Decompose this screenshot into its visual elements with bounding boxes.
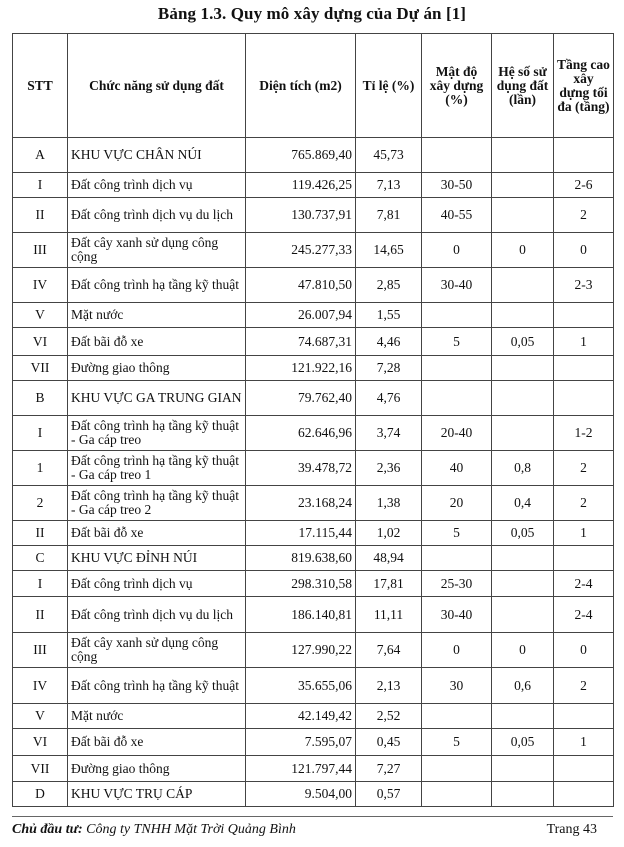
table-row xyxy=(13,303,614,328)
cell-max-floors: 2-4 xyxy=(554,597,614,633)
cell-ratio: 4,76 xyxy=(356,381,422,416)
cell-max-floors xyxy=(554,782,614,807)
cell-stt: VII xyxy=(13,756,68,782)
table-row xyxy=(13,521,614,546)
cell-density xyxy=(422,782,492,807)
cell-area: 298.310,58 xyxy=(246,571,356,597)
header-coefficient: Hệ số sử dụng đất (lần) xyxy=(492,34,554,138)
cell-area: 79.762,40 xyxy=(246,381,356,416)
cell-density xyxy=(422,704,492,729)
table-row xyxy=(13,173,614,198)
cell-area: 121.922,16 xyxy=(246,356,356,381)
cell-max-floors: 2-4 xyxy=(554,571,614,597)
cell-land-use: Đường giao thông xyxy=(68,756,246,782)
cell-coefficient xyxy=(492,782,554,807)
cell-land-use: Đất công trình dịch vụ xyxy=(68,571,246,597)
page-footer xyxy=(12,816,613,838)
cell-stt: II xyxy=(13,521,68,546)
cell-density xyxy=(422,303,492,328)
footer-owner-label: Chủ đầu tư: xyxy=(12,822,83,837)
cell-stt: I xyxy=(13,416,68,451)
cell-area: 7.595,07 xyxy=(246,729,356,756)
cell-area: 74.687,31 xyxy=(246,328,356,356)
cell-max-floors xyxy=(554,303,614,328)
cell-land-use: Đất công trình hạ tầng kỹ thuật xyxy=(68,268,246,303)
cell-land-use: Đất công trình hạ tầng kỹ thuật - Ga cáp treo 1 xyxy=(68,451,246,486)
cell-ratio: 7,27 xyxy=(356,756,422,782)
cell-land-use: Đất công trình hạ tầng kỹ thuật - Ga cáp treo 2 xyxy=(68,486,246,521)
cell-area: 42.149,42 xyxy=(246,704,356,729)
table-row xyxy=(13,546,614,571)
cell-density xyxy=(422,546,492,571)
cell-density: 30-40 xyxy=(422,597,492,633)
table-row xyxy=(13,451,614,486)
project-scale-table xyxy=(12,33,614,807)
cell-max-floors xyxy=(554,546,614,571)
cell-land-use: Đất bãi đỗ xe xyxy=(68,729,246,756)
cell-coefficient: 0 xyxy=(492,633,554,668)
table-row xyxy=(13,138,614,173)
cell-coefficient xyxy=(492,416,554,451)
table-row xyxy=(13,233,614,268)
table-row xyxy=(13,328,614,356)
cell-density: 5 xyxy=(422,328,492,356)
table-row xyxy=(13,416,614,451)
cell-coefficient: 0,6 xyxy=(492,668,554,704)
cell-coefficient xyxy=(492,173,554,198)
cell-stt: I xyxy=(13,173,68,198)
cell-density xyxy=(422,381,492,416)
cell-land-use: KHU VỰC TRỤ CÁP xyxy=(68,782,246,807)
cell-ratio: 17,81 xyxy=(356,571,422,597)
cell-max-floors: 2 xyxy=(554,198,614,233)
cell-coefficient xyxy=(492,303,554,328)
cell-max-floors: 2 xyxy=(554,668,614,704)
cell-coefficient xyxy=(492,756,554,782)
cell-land-use: KHU VỰC GA TRUNG GIAN xyxy=(68,381,246,416)
cell-stt: II xyxy=(13,597,68,633)
table-row xyxy=(13,668,614,704)
cell-ratio: 7,28 xyxy=(356,356,422,381)
cell-area: 62.646,96 xyxy=(246,416,356,451)
cell-ratio: 2,85 xyxy=(356,268,422,303)
cell-coefficient: 0,8 xyxy=(492,451,554,486)
cell-ratio: 45,73 xyxy=(356,138,422,173)
cell-stt: A xyxy=(13,138,68,173)
cell-density: 5 xyxy=(422,729,492,756)
cell-land-use: KHU VỰC CHÂN NÚI xyxy=(68,138,246,173)
header-ratio: Tỉ lệ (%) xyxy=(356,34,422,138)
cell-ratio: 0,57 xyxy=(356,782,422,807)
cell-ratio: 1,02 xyxy=(356,521,422,546)
cell-ratio: 3,74 xyxy=(356,416,422,451)
cell-land-use: Mặt nước xyxy=(68,704,246,729)
cell-land-use: Đất cây xanh sử dụng công cộng xyxy=(68,233,246,268)
header-land-use: Chức năng sử dụng đất xyxy=(68,34,246,138)
cell-ratio: 0,45 xyxy=(356,729,422,756)
cell-area: 127.990,22 xyxy=(246,633,356,668)
table-header-row xyxy=(13,34,614,138)
cell-coefficient xyxy=(492,597,554,633)
table-row xyxy=(13,729,614,756)
cell-coefficient xyxy=(492,268,554,303)
cell-max-floors: 2 xyxy=(554,486,614,521)
cell-land-use: Đất công trình dịch vụ xyxy=(68,173,246,198)
cell-stt: IV xyxy=(13,268,68,303)
cell-ratio: 1,55 xyxy=(356,303,422,328)
cell-coefficient xyxy=(492,381,554,416)
cell-stt: III xyxy=(13,233,68,268)
cell-area: 765.869,40 xyxy=(246,138,356,173)
cell-land-use: Mặt nước xyxy=(68,303,246,328)
cell-coefficient xyxy=(492,138,554,173)
cell-ratio: 1,38 xyxy=(356,486,422,521)
cell-area: 121.797,44 xyxy=(246,756,356,782)
cell-land-use: KHU VỰC ĐỈNH NÚI xyxy=(68,546,246,571)
cell-area: 47.810,50 xyxy=(246,268,356,303)
cell-density: 0 xyxy=(422,233,492,268)
cell-ratio: 7,64 xyxy=(356,633,422,668)
cell-stt: IV xyxy=(13,668,68,704)
cell-density xyxy=(422,756,492,782)
header-area: Diện tích (m2) xyxy=(246,34,356,138)
cell-area: 23.168,24 xyxy=(246,486,356,521)
table-row xyxy=(13,198,614,233)
cell-area: 39.478,72 xyxy=(246,451,356,486)
cell-max-floors: 1-2 xyxy=(554,416,614,451)
cell-area: 26.007,94 xyxy=(246,303,356,328)
cell-max-floors: 1 xyxy=(554,328,614,356)
cell-ratio: 2,52 xyxy=(356,704,422,729)
table-row xyxy=(13,633,614,668)
cell-density: 30-40 xyxy=(422,268,492,303)
cell-stt: C xyxy=(13,546,68,571)
cell-density xyxy=(422,138,492,173)
table-row xyxy=(13,597,614,633)
cell-density: 5 xyxy=(422,521,492,546)
cell-ratio: 4,46 xyxy=(356,328,422,356)
header-stt: STT xyxy=(13,34,68,138)
table-row xyxy=(13,782,614,807)
cell-land-use: Đất bãi đỗ xe xyxy=(68,521,246,546)
table-row xyxy=(13,268,614,303)
table-title: Bảng 1.3. Quy mô xây dựng của Dự án [1] xyxy=(157,4,467,23)
cell-max-floors xyxy=(554,704,614,729)
cell-max-floors: 2 xyxy=(554,451,614,486)
table-body xyxy=(13,138,614,807)
header-density: Mật độ xây dựng (%) xyxy=(422,34,492,138)
cell-density: 0 xyxy=(422,633,492,668)
cell-max-floors xyxy=(554,138,614,173)
cell-area: 119.426,25 xyxy=(246,173,356,198)
cell-density: 30-50 xyxy=(422,173,492,198)
cell-area: 245.277,33 xyxy=(246,233,356,268)
cell-density: 40-55 xyxy=(422,198,492,233)
cell-ratio: 2,36 xyxy=(356,451,422,486)
cell-stt: V xyxy=(13,303,68,328)
cell-land-use: Đất công trình dịch vụ du lịch xyxy=(68,597,246,633)
cell-ratio: 7,13 xyxy=(356,173,422,198)
cell-stt: VI xyxy=(13,729,68,756)
cell-coefficient: 0,05 xyxy=(492,521,554,546)
cell-coefficient: 0 xyxy=(492,233,554,268)
cell-coefficient: 0,4 xyxy=(492,486,554,521)
footer-page-number: Trang 43 xyxy=(546,822,597,837)
cell-max-floors xyxy=(554,756,614,782)
cell-max-floors: 2-3 xyxy=(554,268,614,303)
cell-area: 186.140,81 xyxy=(246,597,356,633)
cell-coefficient xyxy=(492,546,554,571)
cell-ratio: 7,81 xyxy=(356,198,422,233)
cell-density: 40 xyxy=(422,451,492,486)
cell-density xyxy=(422,356,492,381)
cell-stt: V xyxy=(13,704,68,729)
cell-density: 30 xyxy=(422,668,492,704)
cell-land-use: Đất cây xanh sử dụng công cộng xyxy=(68,633,246,668)
cell-area: 130.737,91 xyxy=(246,198,356,233)
cell-coefficient: 0,05 xyxy=(492,328,554,356)
cell-stt: VI xyxy=(13,328,68,356)
cell-coefficient xyxy=(492,571,554,597)
table-row xyxy=(13,704,614,729)
cell-max-floors: 1 xyxy=(554,521,614,546)
cell-land-use: Đất công trình hạ tầng kỹ thuật - Ga cáp treo xyxy=(68,416,246,451)
cell-land-use: Đất công trình dịch vụ du lịch xyxy=(68,198,246,233)
cell-stt: VII xyxy=(13,356,68,381)
cell-density: 20 xyxy=(422,486,492,521)
cell-max-floors: 0 xyxy=(554,633,614,668)
cell-max-floors: 1 xyxy=(554,729,614,756)
cell-stt: D xyxy=(13,782,68,807)
cell-max-floors xyxy=(554,356,614,381)
table-row xyxy=(13,756,614,782)
cell-area: 9.504,00 xyxy=(246,782,356,807)
cell-density: 20-40 xyxy=(422,416,492,451)
footer-owner-name: Công ty TNHH Mặt Trời Quảng Bình xyxy=(86,822,296,837)
cell-area: 35.655,06 xyxy=(246,668,356,704)
table-row xyxy=(13,571,614,597)
cell-coefficient xyxy=(492,704,554,729)
cell-max-floors: 2-6 xyxy=(554,173,614,198)
table-row xyxy=(13,486,614,521)
cell-stt: B xyxy=(13,381,68,416)
cell-ratio: 48,94 xyxy=(356,546,422,571)
table-row xyxy=(13,356,614,381)
header-max-floors: Tầng cao xây dựng tối đa (tầng) xyxy=(554,34,614,138)
cell-coefficient: 0,05 xyxy=(492,729,554,756)
cell-stt: I xyxy=(13,571,68,597)
cell-coefficient xyxy=(492,356,554,381)
cell-land-use: Đường giao thông xyxy=(68,356,246,381)
cell-stt: 2 xyxy=(13,486,68,521)
cell-land-use: Đất công trình hạ tầng kỹ thuật xyxy=(68,668,246,704)
cell-coefficient xyxy=(492,198,554,233)
cell-area: 17.115,44 xyxy=(246,521,356,546)
cell-land-use: Đất bãi đỗ xe xyxy=(68,328,246,356)
cell-stt: 1 xyxy=(13,451,68,486)
cell-ratio: 11,11 xyxy=(356,597,422,633)
cell-stt: II xyxy=(13,198,68,233)
cell-density: 25-30 xyxy=(422,571,492,597)
cell-stt: III xyxy=(13,633,68,668)
cell-ratio: 14,65 xyxy=(356,233,422,268)
cell-ratio: 2,13 xyxy=(356,668,422,704)
cell-max-floors: 0 xyxy=(554,233,614,268)
table-row xyxy=(13,381,614,416)
cell-max-floors xyxy=(554,381,614,416)
cell-area: 819.638,60 xyxy=(246,546,356,571)
